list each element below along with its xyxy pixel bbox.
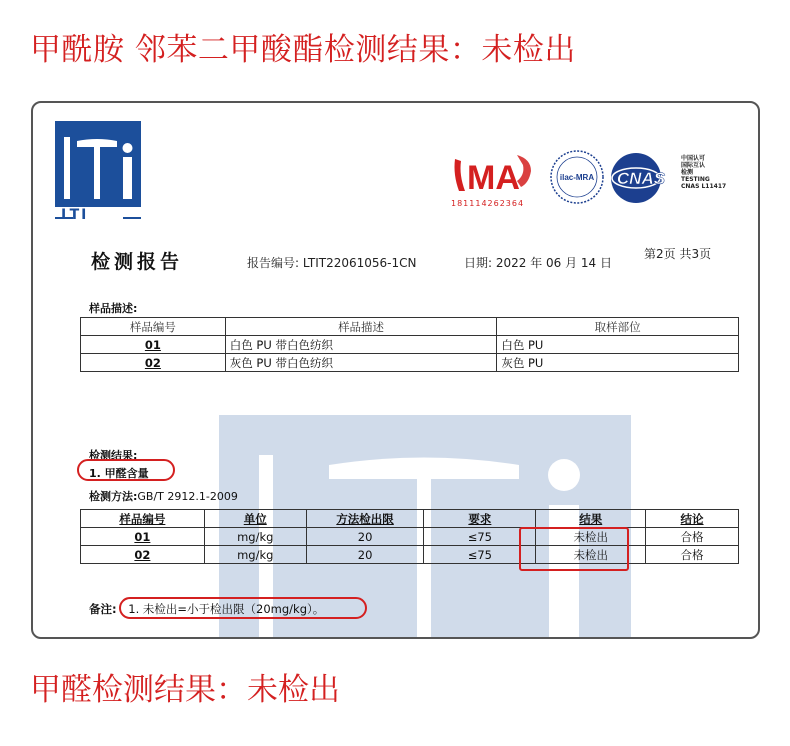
svg-text:MA: MA xyxy=(467,159,520,197)
requirement: ≤75 xyxy=(424,528,536,546)
cnas-line: 检测 xyxy=(681,169,694,176)
report-number: 报告编号: LTIT22061056-1CN xyxy=(247,256,417,270)
note-label: 备注: xyxy=(89,602,117,616)
footer-title: 甲醛检测结果：未检出 xyxy=(30,672,340,708)
cnas-line: 国际互认 xyxy=(681,162,706,169)
cma-mark-icon xyxy=(451,151,533,199)
cnas-line: 中国认可 xyxy=(681,155,706,162)
ilac-mra-icon xyxy=(549,149,605,205)
report-title: 检测报告 xyxy=(91,251,184,273)
requirement: ≤75 xyxy=(424,546,536,564)
detection-limit: 20 xyxy=(306,528,424,546)
cnas-line: TESTING xyxy=(681,176,710,183)
unit: mg/kg xyxy=(204,528,306,546)
header-title: 甲酰胺 邻苯二甲酸酯检测结果：未检出 xyxy=(30,32,576,68)
highlight-oval xyxy=(77,459,175,481)
report-date: 日期: 2022 年 06 月 14 日 xyxy=(464,256,613,270)
table-row xyxy=(81,354,739,372)
result: 未检出 xyxy=(536,546,646,564)
cnas-mark-icon xyxy=(609,151,679,205)
result: 未检出 xyxy=(536,528,646,546)
sample-id: 01 xyxy=(81,528,205,546)
table-header: 结论 xyxy=(646,510,739,528)
note-highlight-oval xyxy=(119,597,367,619)
cnas-line: CNAS L11417 xyxy=(681,183,727,190)
table-header: 方法检出限 xyxy=(306,510,424,528)
table-header: 样品编号 xyxy=(81,318,226,336)
table-row xyxy=(81,528,739,546)
table-row xyxy=(81,546,739,564)
table-header: 单位 xyxy=(204,510,306,528)
method-label: 检测方法: xyxy=(89,490,138,503)
logo-text: LTI xyxy=(61,207,89,223)
cnas-caption xyxy=(681,155,726,190)
method-line xyxy=(89,488,238,504)
table-header-row xyxy=(81,510,739,528)
page-number: 第2页 共3页 xyxy=(644,247,712,261)
sample-location: 白色 PU xyxy=(497,336,739,354)
table-header: 要求 xyxy=(424,510,536,528)
detection-limit: 20 xyxy=(306,546,424,564)
result-highlight-box xyxy=(519,527,629,571)
sample-description: 灰色 PU 带白色纺织 xyxy=(225,354,497,372)
sample-location: 灰色 PU xyxy=(497,354,739,372)
method-value: GB/T 2912.1-2009 xyxy=(137,490,238,503)
table-header: 样品编号 xyxy=(81,510,205,528)
sample-id: 02 xyxy=(81,354,226,372)
result-table xyxy=(80,509,739,564)
sample-id: 01 xyxy=(81,336,226,354)
unit: mg/kg xyxy=(204,546,306,564)
sample-table xyxy=(80,317,739,372)
sample-section-label: 样品描述: xyxy=(89,302,138,315)
sample-id: 02 xyxy=(81,546,205,564)
note-text: 1. 未检出=小于检出限（20mg/kg）。 xyxy=(128,602,325,616)
table-row xyxy=(81,336,739,354)
table-header: 结果 xyxy=(536,510,646,528)
sample-description: 白色 PU 带白色纺织 xyxy=(225,336,497,354)
conclusion: 合格 xyxy=(646,546,739,564)
table-header-row xyxy=(81,318,739,336)
test-item: 1. 甲醛含量 xyxy=(89,467,149,480)
conclusion: 合格 xyxy=(646,528,739,546)
table-header: 样品描述 xyxy=(225,318,497,336)
test-report-image xyxy=(31,101,760,639)
table-header: 取样部位 xyxy=(497,318,739,336)
svg-text:ilac-MRA: ilac-MRA xyxy=(559,173,595,182)
svg-text:CNAS: CNAS xyxy=(616,169,666,188)
result-section-label: 检测结果: xyxy=(89,449,138,462)
cma-number: 181114262364 xyxy=(451,199,525,208)
